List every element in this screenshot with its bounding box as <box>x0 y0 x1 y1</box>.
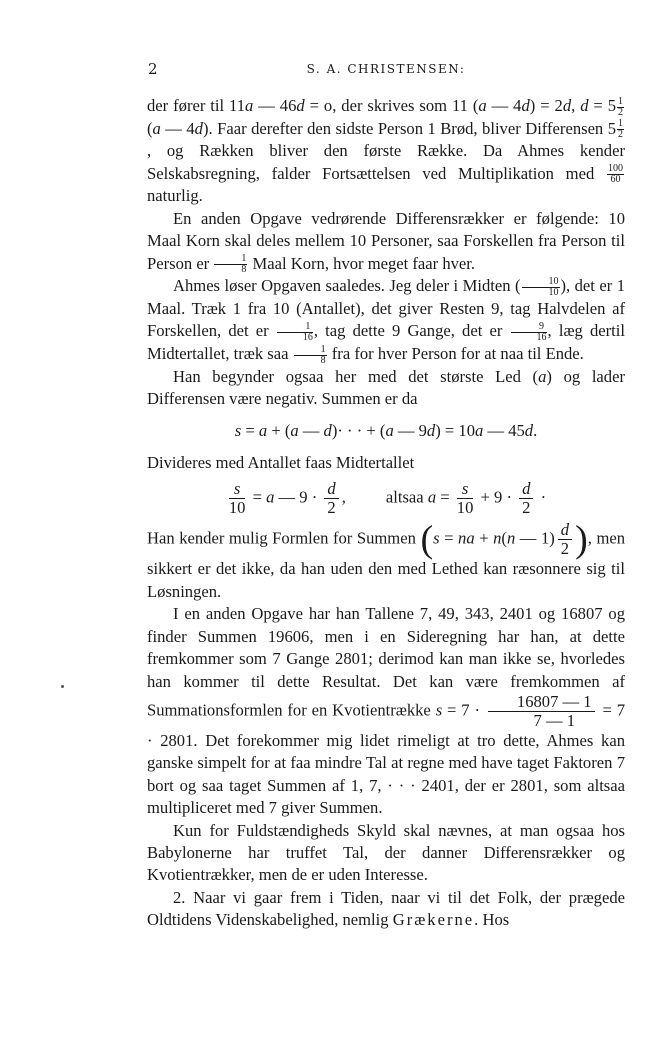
math-var: s <box>234 420 242 440</box>
text-run: = o, der skrives som 11 ( <box>304 96 479 115</box>
numerator: 1 <box>277 322 313 333</box>
numerator: 1 <box>214 254 247 265</box>
numerator: 16807 — 1 <box>488 693 595 712</box>
numerator: d <box>558 521 572 540</box>
math-var: a <box>258 420 268 440</box>
spaced-word: Grækerne <box>392 910 475 930</box>
math-var: na <box>458 528 475 548</box>
fraction <box>294 345 327 366</box>
text-run: , <box>571 96 576 115</box>
math-var: d <box>521 96 530 115</box>
paragraph-7 <box>147 603 625 819</box>
text-run: ) og lader Differensen være negativ. Summen er da <box>147 366 625 409</box>
fraction <box>457 480 474 517</box>
text-run: , læg dertil Midtertallet, træk saa <box>147 321 625 364</box>
math-var: d <box>580 96 589 115</box>
text-run: ). Faar derefter den sidste Person 1 Brød, bliver Differensen 5 <box>202 118 617 138</box>
math-var: a <box>245 96 254 115</box>
math-op: + <box>474 528 494 548</box>
fraction <box>558 521 572 558</box>
math-op: )· · · + ( <box>331 420 386 440</box>
numerator: 1 <box>294 345 327 356</box>
text-run: — 4 <box>486 96 522 115</box>
numerator: d <box>519 480 533 499</box>
math-var: d <box>296 96 305 115</box>
text-run: ), det er 1 Maal. Træk 1 fra 10 (Antallet), det giver Resten 9, tag Halvdelen af Forskellen, det er <box>147 276 625 341</box>
math-var: a <box>538 366 547 386</box>
math-var: a <box>427 487 437 507</box>
denominator: 2 <box>618 106 624 118</box>
denominator: 2 <box>327 498 336 518</box>
text-run: Kun for Fuldstændigheds Skyld skal nævnes, at man ogsaa hos Babylonerne har truffet Tal, der danner Differensrækker og Kvotientrækker, men de er uden Interesse. <box>147 820 625 885</box>
fraction <box>324 480 338 517</box>
math-var: d <box>426 420 436 440</box>
text-run: — 4 <box>160 118 195 138</box>
fraction <box>229 480 246 517</box>
text-run: 2. Naar vi gaar frem i Tiden, naar vi til det Folk, der prægede Oldtidens Videnskabelighed, nemlig <box>147 887 625 930</box>
math-var: a <box>152 118 161 138</box>
math-var: a <box>475 420 484 440</box>
denominator: 7 — 1 <box>533 710 575 730</box>
denominator: 16 <box>302 332 313 344</box>
fraction <box>522 277 560 298</box>
numerator: 1 <box>618 95 624 107</box>
numerator: s <box>229 480 246 499</box>
denominator: 8 <box>241 264 247 276</box>
numerator: d <box>324 480 338 499</box>
paragraph-2 <box>147 208 625 276</box>
math-op: + 9 · <box>476 487 517 507</box>
denominator: 10 <box>456 498 474 518</box>
fraction <box>519 480 533 517</box>
fraction <box>488 693 595 730</box>
text-run: ) = 2 <box>529 96 563 115</box>
running-head: S. A. CHRISTENSEN: <box>306 62 466 76</box>
math-var: d <box>194 118 203 138</box>
text-run: altsaa <box>385 487 424 507</box>
text-run: , og Rækken bliver den første Række. Da Ahmes kender Selskabsregning, falder Fortsættelsen ved Multiplikation med <box>147 141 625 183</box>
stray-mark <box>61 685 64 688</box>
paragraph-6: Han kender mulig Formlen for Summen (s = na + n(n — 1) $\frac{d}{2}$ ), men sikkert er det ikke, da han uden den med Lethed kan ræsonnere sig til Løsningen. <box>147 518 626 601</box>
text-run: Ahmes løser Opgaven saaledes. Jeg deler i Midten ( <box>173 276 521 296</box>
fraction <box>617 97 624 118</box>
numerator: 1 <box>618 118 624 130</box>
text-run: I en anden Opgave har han Tallene 7, 49, 343, 2401 og 16807 og finder Summen 19606, men i en Sideregning har han, at dette fremkommer som 7 Gange 2801; derimod kan man ikke se, hvorledes han kommer til dette Resultat. Det kan være fremkommen af Summationsformlen for en Kvotientrække <box>147 604 625 720</box>
fraction <box>511 322 547 343</box>
main-text <box>147 95 625 932</box>
math-var: a <box>385 420 394 440</box>
numerator: 10 <box>522 277 560 288</box>
denominator: 2 <box>560 539 570 559</box>
paragraph-3 <box>147 275 625 365</box>
math-var: a <box>478 96 487 115</box>
equation-sum <box>147 420 625 442</box>
math-var: s <box>435 700 443 720</box>
math-op: — <box>298 420 324 440</box>
text-run: . Hos <box>474 910 510 930</box>
math-op: — 1) <box>515 528 555 548</box>
text-run: Han kender mulig Formlen for Summen <box>147 528 416 548</box>
text-run: Han begynder ogsaa her med det største Led ( <box>173 366 539 386</box>
math-op: = <box>248 487 267 507</box>
denominator: 10 <box>548 287 559 299</box>
math-var: d <box>524 420 534 440</box>
math-var: a <box>266 487 275 507</box>
math-var: d <box>323 420 332 440</box>
fraction <box>214 254 247 275</box>
paragraph-9 <box>147 887 625 932</box>
math-op: · <box>536 487 547 507</box>
denominator: 16 <box>536 332 547 344</box>
text-run: fra for hver Person for at naa til Ende. <box>327 344 584 364</box>
math-var: a <box>290 420 299 440</box>
fraction <box>617 119 624 140</box>
math-op: , <box>341 487 346 507</box>
text-run: der fører til 11 <box>147 96 246 115</box>
denominator: 2 <box>618 129 624 141</box>
text-run: — 46 <box>253 96 297 115</box>
text-run: = 7 · 2801. Det forekommer mig lidet rimeligt at tro dette, Ahmes kan ganske simpelt for at faa mindre Tal at regne med have taget Faktoren 7 bort og saa taget Summen af 1, 7, · · · 2401, der er 2801, som altsaa multipliceret med 7 giver Summen. <box>147 700 626 818</box>
text-run: Maal Korn, hvor meget faar hver. <box>248 253 476 273</box>
numerator: s <box>457 480 474 499</box>
math-op: — 9 <box>393 420 427 440</box>
text-run: Divideres med Antallet faas Midtertallet <box>147 453 415 473</box>
math-op: = <box>436 487 454 507</box>
math-op: = <box>241 420 259 440</box>
denominator: 8 <box>320 354 326 366</box>
math-var: d <box>562 96 572 115</box>
paragraph-8 <box>147 820 625 887</box>
text-run: = 5 <box>588 96 617 115</box>
text-run: , men sikkert er det ikke, da han uden den med Lethed kan ræsonnere sig til Løsningen. <box>147 528 626 601</box>
math-var: n <box>493 528 502 548</box>
math-op: = 7 · <box>442 700 485 720</box>
math-op: = <box>439 528 459 548</box>
math-var: s <box>433 528 440 548</box>
paragraph-5 <box>147 452 625 474</box>
page-number: 2 <box>148 60 158 78</box>
numerator: 9 <box>511 322 547 333</box>
paragraph-1 <box>147 95 625 208</box>
math-op: — 9 · <box>274 487 322 507</box>
denominator: 10 <box>228 498 246 518</box>
denominator: 2 <box>522 498 531 518</box>
math-op: + ( <box>267 420 291 440</box>
paragraph-4 <box>147 366 625 411</box>
denominator: 60 <box>610 174 621 186</box>
numerator: 100 <box>608 163 623 175</box>
math-op: ) = 10 <box>435 420 475 440</box>
math-op: — 45 <box>483 420 525 440</box>
math-op: ( <box>501 528 507 548</box>
text-run: ( <box>147 118 153 138</box>
math-op: . <box>533 420 538 440</box>
fraction <box>607 164 624 185</box>
text-run: En anden Opgave vedrørende Differensrækker er følgende: 10 Maal Korn skal deles mellem 10 Personer, saa Forskellen fra Person til Person er <box>147 208 625 273</box>
fraction <box>277 322 313 343</box>
text-run: , tag dette 9 Gange, det er <box>313 321 510 341</box>
math-var: n <box>506 528 516 548</box>
text-run: naturlig. <box>147 186 203 206</box>
equation-mean <box>147 480 625 517</box>
